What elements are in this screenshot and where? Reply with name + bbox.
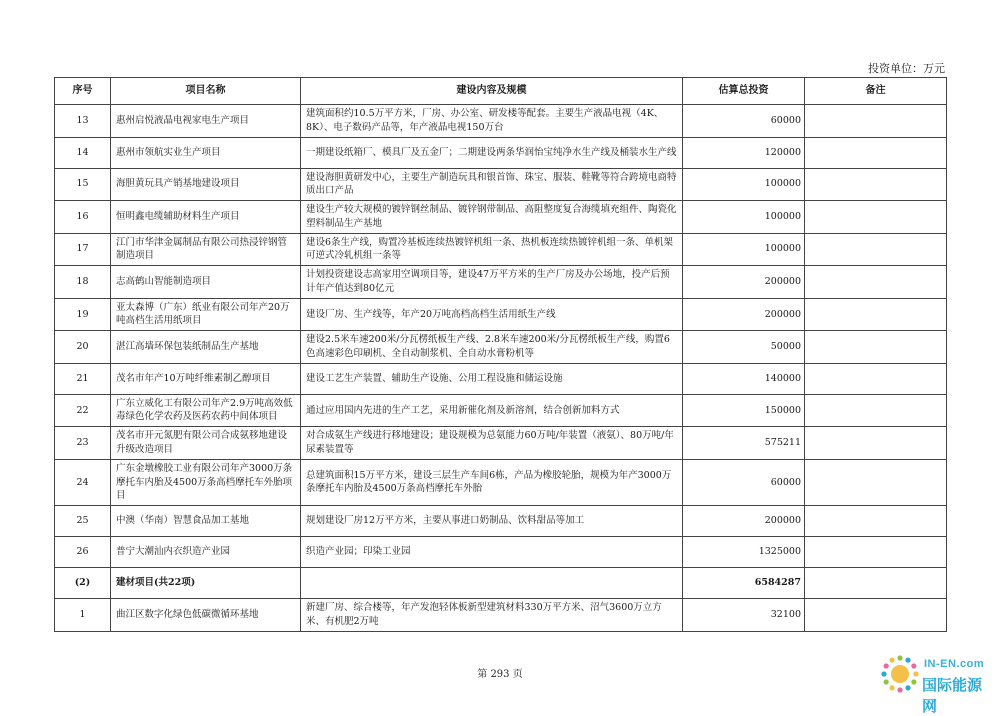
table-row xyxy=(55,266,947,299)
row-content: 建设工艺生产装置、辅助生产设施、公用工程设施和储运设施 xyxy=(301,363,683,394)
row-investment: 100000 xyxy=(683,233,805,266)
row-serial: 24 xyxy=(55,459,111,505)
row-investment: 60000 xyxy=(683,105,805,138)
row-project-name: 江门市华津金属制品有限公司热浸锌钢管制造项目 xyxy=(111,233,301,266)
header-serial: 序号 xyxy=(55,78,111,105)
sun-ray xyxy=(913,671,918,676)
investment-unit-label: 投资单位：万元 xyxy=(868,62,945,75)
row-note xyxy=(805,599,947,632)
section-row xyxy=(55,568,947,599)
row-note xyxy=(805,427,947,460)
row-serial: 13 xyxy=(55,105,111,138)
header-project-name: 项目名称 xyxy=(111,78,301,105)
row-investment: 200000 xyxy=(683,298,805,331)
row-content: 建设海胆黄研发中心，主要生产制造玩具和银首饰、珠宝、服装、鞋靴等符合跨境电商特质出口产品 xyxy=(301,168,683,201)
row-note xyxy=(805,168,947,201)
sun-ray xyxy=(905,685,910,690)
row-investment: 575211 xyxy=(683,427,805,460)
row-serial: 16 xyxy=(55,201,111,234)
row-note xyxy=(805,266,947,299)
row-note xyxy=(805,105,947,138)
table-row xyxy=(55,331,947,364)
row-investment: 50000 xyxy=(683,331,805,364)
row-note xyxy=(805,298,947,331)
sun-ray xyxy=(889,658,894,663)
row-content: 对合成氨生产线进行移地建设；建设规模为总氨能力60万吨/年装置（液氨）、80万吨/年尿素装置等 xyxy=(301,427,683,460)
sun-logo-icon xyxy=(878,652,922,696)
row-content: 一期建设纸箱厂、模具厂及五金厂；二期建设两条华润怡宝纯净水生产线及桶装水生产线 xyxy=(301,137,683,168)
table-row xyxy=(55,506,947,537)
row-content: 建设厂房、生产线等，年产20万吨高档高档生活用纸生产线 xyxy=(301,298,683,331)
sun-ray xyxy=(897,655,902,660)
row-content xyxy=(301,568,683,599)
table-row xyxy=(55,168,947,201)
table-row xyxy=(55,298,947,331)
row-project-name: 恒明鑫电缆辅助材料生产项目 xyxy=(111,201,301,234)
row-content: 建设生产较大规模的镀锌钢丝制品、镀锌钢带制品、高阻整度复合海缆填充组件、陶瓷化塑料制品生产基地 xyxy=(301,201,683,234)
row-project-name: 海胆黄玩具产销基地建设项目 xyxy=(111,168,301,201)
row-project-name: 普宁大潮汕内衣织造产业园 xyxy=(111,537,301,568)
row-investment: 100000 xyxy=(683,168,805,201)
row-note xyxy=(805,568,947,599)
header-content: 建设内容及规模 xyxy=(301,78,683,105)
header-investment: 估算总投资 xyxy=(683,78,805,105)
sun-ray xyxy=(911,663,916,668)
row-investment: 200000 xyxy=(683,266,805,299)
row-investment: 60000 xyxy=(683,459,805,505)
row-serial: 18 xyxy=(55,266,111,299)
sun-ray xyxy=(884,679,889,684)
row-investment: 32100 xyxy=(683,599,805,632)
row-content: 建设2.5米车速200米/分瓦楞纸板生产线、2.8米车速200米/分瓦楞纸板生产线，购置6色高速彩色印刷机、全自动制浆机、全自动水膏粉机等 xyxy=(301,331,683,364)
row-note xyxy=(805,394,947,427)
row-serial: 21 xyxy=(55,363,111,394)
row-content: 通过应用国内先进的生产工艺，采用新催化剂及新溶剂，结合创新加料方式 xyxy=(301,394,683,427)
sun-ray xyxy=(884,663,889,668)
row-note xyxy=(805,201,947,234)
row-project-name: 茂名市年产10万吨纤维素制乙醇项目 xyxy=(111,363,301,394)
table-row xyxy=(55,537,947,568)
row-project-name: 惠州市领航实业生产项目 xyxy=(111,137,301,168)
row-investment: 1325000 xyxy=(683,537,805,568)
row-project-name: 中澳（华南）智慧食品加工基地 xyxy=(111,506,301,537)
row-note xyxy=(805,363,947,394)
sun-ray xyxy=(889,685,894,690)
row-note xyxy=(805,506,947,537)
row-serial: 25 xyxy=(55,506,111,537)
watermark-name: 国际能源网 xyxy=(922,676,983,715)
row-serial: 20 xyxy=(55,331,111,364)
header-note: 备注 xyxy=(805,78,947,105)
row-serial: 15 xyxy=(55,168,111,201)
row-project-name: 建材项目(共22项) xyxy=(111,568,301,599)
row-note xyxy=(805,537,947,568)
row-serial: 14 xyxy=(55,137,111,168)
sun-ray xyxy=(881,671,886,676)
table-header-row xyxy=(55,78,947,105)
row-content: 规划建设厂房12万平方米，主要从事进口奶制品、饮料甜品等加工 xyxy=(301,506,683,537)
table-row xyxy=(55,363,947,394)
row-project-name: 茂名市开元氮肥有限公司合成氨移地建设升级改造项目 xyxy=(111,427,301,460)
row-investment: 200000 xyxy=(683,506,805,537)
table-row xyxy=(55,105,947,138)
row-content: 新建厂房、综合楼等，年产发泡轻体板新型建筑材料330万平方米、沼气3600万立方米、有机肥2万吨 xyxy=(301,599,683,632)
row-investment: 100000 xyxy=(683,201,805,234)
table-row xyxy=(55,394,947,427)
page-number: 第 293 页 xyxy=(477,669,523,680)
row-investment: 6584287 xyxy=(683,568,805,599)
row-content: 建设6条生产线，购置冷基板连续热镀锌机组一条、热机板连续热镀锌机组一条、单机架可逆式冷轧机组一条等 xyxy=(301,233,683,266)
row-investment: 140000 xyxy=(683,363,805,394)
row-serial: 19 xyxy=(55,298,111,331)
row-investment: 150000 xyxy=(683,394,805,427)
row-project-name: 惠州启悦液晶电视家电生产项目 xyxy=(111,105,301,138)
site-watermark xyxy=(878,652,990,715)
sun-ray xyxy=(905,658,910,663)
row-note xyxy=(805,137,947,168)
row-note xyxy=(805,331,947,364)
watermark-domain: IN-EN.com xyxy=(924,658,985,670)
row-project-name: 广东金墩橡胶工业有限公司年产3000万条摩托车内胎及4500万条高档摩托车外胎项目 xyxy=(111,459,301,505)
row-serial: 17 xyxy=(55,233,111,266)
table-row xyxy=(55,233,947,266)
row-note xyxy=(805,459,947,505)
row-serial: 23 xyxy=(55,427,111,460)
row-content: 织造产业园；印染工业园 xyxy=(301,537,683,568)
row-serial: 22 xyxy=(55,394,111,427)
table-row xyxy=(55,459,947,505)
row-content: 总建筑面积15万平方米，建设三层生产车间6栋，产品为橡胶轮胎，规模为年产3000万条摩托车内胎及4500万条高档摩托车外胎 xyxy=(301,459,683,505)
sun-ray xyxy=(911,679,916,684)
project-table xyxy=(54,77,947,632)
row-project-name: 亚太森博（广东）纸业有限公司年产20万吨高档生活用纸项目 xyxy=(111,298,301,331)
table-row xyxy=(55,599,947,632)
table-row xyxy=(55,201,947,234)
row-content: 计划投资建设志高家用空调项目等，建设47万平方米的生产厂房及办公场地，投产后预计年产值达到80亿元 xyxy=(301,266,683,299)
row-serial: 1 xyxy=(55,599,111,632)
row-project-name: 湛江高墙环保包装纸制品生产基地 xyxy=(111,331,301,364)
row-serial: (2) xyxy=(55,568,111,599)
row-serial: 26 xyxy=(55,537,111,568)
sun-ray xyxy=(897,687,902,692)
table-row xyxy=(55,427,947,460)
row-project-name: 志高鹤山智能制造项目 xyxy=(111,266,301,299)
row-project-name: 广东立威化工有限公司年产2.9万吨高效低毒绿色化学农药及医药农药中间体项目 xyxy=(111,394,301,427)
row-content: 建筑面积约10.5万平方米，厂房、办公室、研发楼等配套。主要生产液晶电视（4K、8K）、电子数码产品等，年产液晶电视150万台 xyxy=(301,105,683,138)
row-investment: 120000 xyxy=(683,137,805,168)
row-project-name: 曲江区数字化绿色低碳微循环基地 xyxy=(111,599,301,632)
row-note xyxy=(805,233,947,266)
table-row xyxy=(55,137,947,168)
